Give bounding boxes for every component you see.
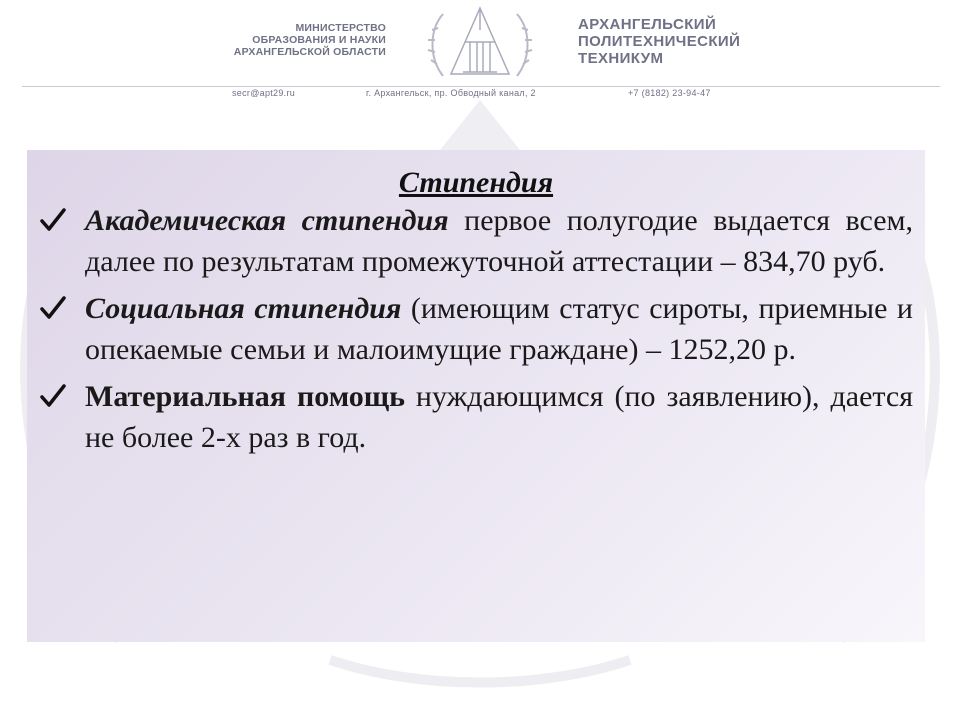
page-title: Стипендия [398,166,554,199]
college-name [578,16,798,67]
ministry-line: АРХАНГЕЛЬСКОЙ ОБЛАСТИ [233,46,386,58]
college-line: ПОЛИТЕХНИЧЕСКИЙ [578,33,741,50]
list-item [37,288,917,370]
list-item-text [85,376,913,458]
college-line: АРХАНГЕЛЬСКИЙ [578,16,717,33]
list-item-body: первое полугодие выдается всем, далее по результатам промежуточной аттестации – 834,70 руб. [85,204,914,278]
college-emblem-icon [425,2,535,84]
contact-email: secr@apt29.ru [232,88,296,98]
checkmark-icon [39,382,67,410]
list-item-text [85,200,913,282]
list-item [37,376,917,458]
list-item-lead: Социальная стипендия [85,292,402,325]
bullet-list [37,200,917,464]
list-item-body: (имеющим статус сироты, приемные и опекаемые семьи и малоимущие граждане) – 1252,20 р. [85,292,913,366]
list-item [37,200,917,282]
content-panel [27,150,925,642]
header-divider [22,86,940,87]
list-item-body: нуждающимся (по заявлению), дается не более 2-х раз в год. [85,380,913,454]
list-item-lead: Академическая стипендия [85,204,449,237]
checkmark-icon [39,206,67,234]
list-item-text [85,288,913,370]
ministry-name [206,22,386,58]
header [0,0,960,110]
list-item-lead: Материальная помощь [85,380,405,413]
ministry-line: ОБРАЗОВАНИЯ И НАУКИ [252,34,386,46]
checkmark-icon [39,294,67,322]
college-line: ТЕХНИКУМ [578,50,664,67]
contact-address: г. Архангельск, пр. Обводный канал, 2 [366,88,536,98]
contact-phone: +7 (8182) 23-94-47 [628,88,711,98]
ministry-line: МИНИСТЕРСТВО [295,22,386,34]
